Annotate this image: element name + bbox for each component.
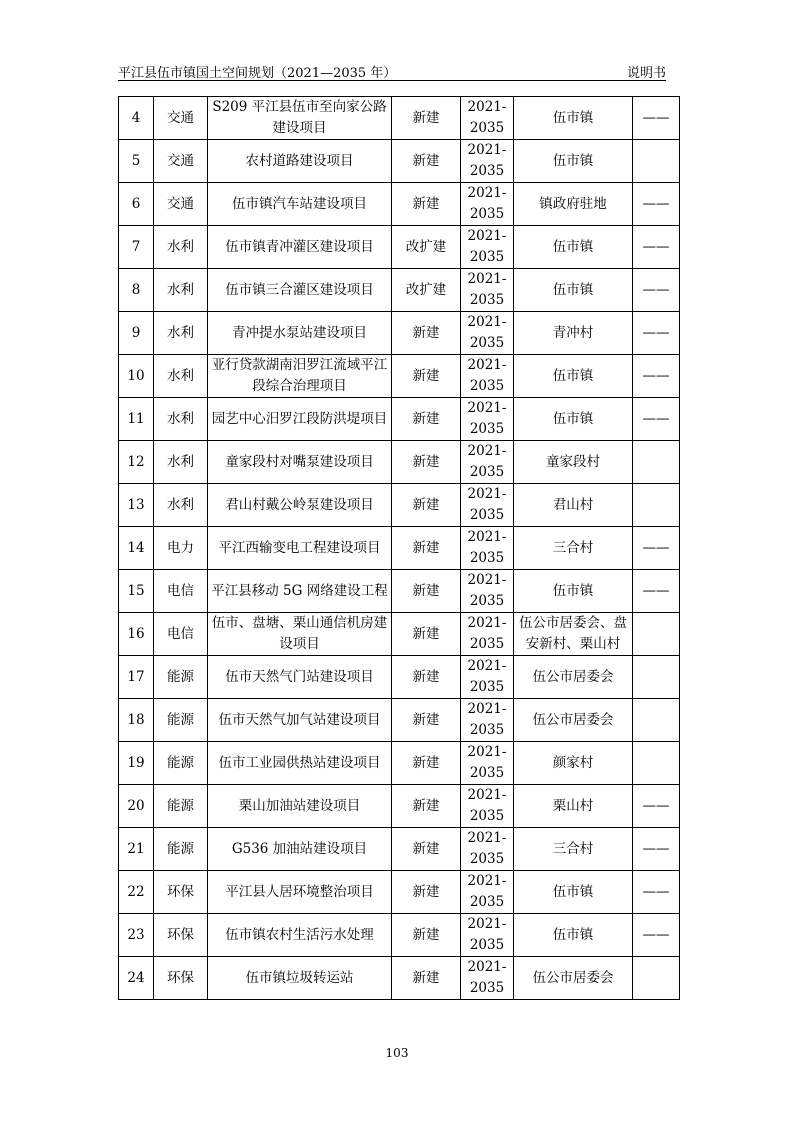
construction-period-cell: 2021-2035 xyxy=(461,871,514,914)
construction-period-cell: 2021-2035 xyxy=(461,183,514,226)
construction-period-cell: 2021-2035 xyxy=(461,527,514,570)
construction-period-cell: 2021-2035 xyxy=(461,97,514,140)
construction-nature-cell: 新建 xyxy=(392,699,461,742)
project-location-cell: 伍市镇 xyxy=(514,140,633,183)
document-type: 说明书 xyxy=(626,66,666,81)
project-location-cell: 伍市镇 xyxy=(514,269,633,312)
project-name-cell: 亚行贷款湖南汨罗江流域平江段综合治理项目 xyxy=(208,355,392,398)
table-row xyxy=(119,699,680,742)
construction-period-cell: 2021-2035 xyxy=(461,785,514,828)
project-location-cell: 伍公市居委会、盘安新村、栗山村 xyxy=(514,613,633,656)
project-name-cell: 伍市镇三合灌区建设项目 xyxy=(208,269,392,312)
construction-nature-cell: 新建 xyxy=(392,398,461,441)
project-location-cell: 伍市镇 xyxy=(514,871,633,914)
project-type-cell: 能源 xyxy=(154,785,208,828)
table-row xyxy=(119,914,680,957)
project-name-cell: 伍市天然气门站建设项目 xyxy=(208,656,392,699)
row-number-cell: 16 xyxy=(119,613,154,656)
project-name-cell: 平江县移动 5G 网络建设工程 xyxy=(208,570,392,613)
remark-cell: —— xyxy=(633,871,680,914)
project-name-cell: 园艺中心汨罗江段防洪堤项目 xyxy=(208,398,392,441)
project-location-cell: 伍市镇 xyxy=(514,398,633,441)
construction-nature-cell: 新建 xyxy=(392,183,461,226)
row-number-cell: 11 xyxy=(119,398,154,441)
construction-period-cell: 2021-2035 xyxy=(461,269,514,312)
remark-cell xyxy=(633,484,680,527)
construction-period-cell: 2021-2035 xyxy=(461,441,514,484)
project-name-cell: 伍市工业园供热站建设项目 xyxy=(208,742,392,785)
table-row xyxy=(119,484,680,527)
construction-nature-cell: 新建 xyxy=(392,742,461,785)
row-number-cell: 10 xyxy=(119,355,154,398)
project-type-cell: 电信 xyxy=(154,570,208,613)
project-location-cell: 伍市镇 xyxy=(514,355,633,398)
project-type-cell: 环保 xyxy=(154,871,208,914)
construction-nature-cell: 新建 xyxy=(392,312,461,355)
construction-period-cell: 2021-2035 xyxy=(461,312,514,355)
project-type-cell: 电信 xyxy=(154,613,208,656)
table-row xyxy=(119,140,680,183)
remark-cell xyxy=(633,742,680,785)
project-type-cell: 水利 xyxy=(154,398,208,441)
row-number-cell: 21 xyxy=(119,828,154,871)
construction-nature-cell: 新建 xyxy=(392,441,461,484)
table-row xyxy=(119,527,680,570)
project-type-cell: 能源 xyxy=(154,742,208,785)
row-number-cell: 19 xyxy=(119,742,154,785)
table-row xyxy=(119,183,680,226)
remark-cell: —— xyxy=(633,183,680,226)
construction-nature-cell: 新建 xyxy=(392,871,461,914)
row-number-cell: 12 xyxy=(119,441,154,484)
construction-period-cell: 2021-2035 xyxy=(461,484,514,527)
construction-nature-cell: 新建 xyxy=(392,957,461,1000)
construction-period-cell: 2021-2035 xyxy=(461,613,514,656)
remark-cell: —— xyxy=(633,269,680,312)
row-number-cell: 15 xyxy=(119,570,154,613)
project-name-cell: 平江县人居环境整治项目 xyxy=(208,871,392,914)
row-number-cell: 24 xyxy=(119,957,154,1000)
table-row xyxy=(119,828,680,871)
row-number-cell: 18 xyxy=(119,699,154,742)
remark-cell: —— xyxy=(633,312,680,355)
project-location-cell: 镇政府驻地 xyxy=(514,183,633,226)
project-type-cell: 环保 xyxy=(154,957,208,1000)
row-number-cell: 17 xyxy=(119,656,154,699)
construction-period-cell: 2021-2035 xyxy=(461,570,514,613)
construction-nature-cell: 改扩建 xyxy=(392,226,461,269)
construction-period-cell: 2021-2035 xyxy=(461,742,514,785)
construction-period-cell: 2021-2035 xyxy=(461,398,514,441)
project-type-cell: 水利 xyxy=(154,226,208,269)
project-location-cell: 伍市镇 xyxy=(514,570,633,613)
table-row xyxy=(119,269,680,312)
project-type-cell: 水利 xyxy=(154,269,208,312)
project-type-cell: 能源 xyxy=(154,699,208,742)
table-row xyxy=(119,613,680,656)
remark-cell: —— xyxy=(633,355,680,398)
construction-period-cell: 2021-2035 xyxy=(461,226,514,269)
row-number-cell: 6 xyxy=(119,183,154,226)
row-number-cell: 8 xyxy=(119,269,154,312)
construction-nature-cell: 新建 xyxy=(392,97,461,140)
project-name-cell: 伍市镇汽车站建设项目 xyxy=(208,183,392,226)
project-rows xyxy=(119,97,680,1000)
table-row xyxy=(119,226,680,269)
project-location-cell: 君山村 xyxy=(514,484,633,527)
project-name-cell: 伍市镇青冲灌区建设项目 xyxy=(208,226,392,269)
row-number-cell: 23 xyxy=(119,914,154,957)
construction-period-cell: 2021-2035 xyxy=(461,140,514,183)
row-number-cell: 4 xyxy=(119,97,154,140)
construction-period-cell: 2021-2035 xyxy=(461,914,514,957)
project-name-cell: 君山村戴公岭泵建设项目 xyxy=(208,484,392,527)
remark-cell: —— xyxy=(633,398,680,441)
project-type-cell: 交通 xyxy=(154,97,208,140)
project-name-cell: G536 加油站建设项目 xyxy=(208,828,392,871)
remark-cell xyxy=(633,957,680,1000)
table-row xyxy=(119,355,680,398)
project-name-cell: 栗山加油站建设项目 xyxy=(208,785,392,828)
construction-period-cell: 2021-2035 xyxy=(461,656,514,699)
construction-period-cell: 2021-2035 xyxy=(461,828,514,871)
construction-nature-cell: 改扩建 xyxy=(392,269,461,312)
construction-nature-cell: 新建 xyxy=(392,613,461,656)
remark-cell: —— xyxy=(633,785,680,828)
project-name-cell: 平江西输变电工程建设项目 xyxy=(208,527,392,570)
row-number-cell: 20 xyxy=(119,785,154,828)
project-location-cell: 颜家村 xyxy=(514,742,633,785)
project-type-cell: 能源 xyxy=(154,656,208,699)
project-table xyxy=(118,96,680,1000)
row-number-cell: 7 xyxy=(119,226,154,269)
table-row xyxy=(119,312,680,355)
project-type-cell: 水利 xyxy=(154,441,208,484)
remark-cell xyxy=(633,140,680,183)
construction-nature-cell: 新建 xyxy=(392,785,461,828)
project-location-cell: 伍市镇 xyxy=(514,97,633,140)
table-row xyxy=(119,785,680,828)
remark-cell: —— xyxy=(633,570,680,613)
remark-cell xyxy=(633,656,680,699)
construction-nature-cell: 新建 xyxy=(392,355,461,398)
remark-cell xyxy=(633,613,680,656)
remark-cell: —— xyxy=(633,97,680,140)
row-number-cell: 22 xyxy=(119,871,154,914)
project-type-cell: 水利 xyxy=(154,355,208,398)
row-number-cell: 9 xyxy=(119,312,154,355)
remark-cell: —— xyxy=(633,527,680,570)
row-number-cell: 14 xyxy=(119,527,154,570)
construction-nature-cell: 新建 xyxy=(392,570,461,613)
row-number-cell: 5 xyxy=(119,140,154,183)
project-name-cell: 伍市、盘塘、栗山通信机房建设项目 xyxy=(208,613,392,656)
row-number-cell: 13 xyxy=(119,484,154,527)
construction-nature-cell: 新建 xyxy=(392,656,461,699)
remark-cell: —— xyxy=(633,914,680,957)
document-title: 平江县伍市镇国土空间规划（2021—2035 年） xyxy=(118,66,397,81)
remark-cell: —— xyxy=(633,226,680,269)
table-row xyxy=(119,871,680,914)
project-type-cell: 能源 xyxy=(154,828,208,871)
project-name-cell: 伍市镇垃圾转运站 xyxy=(208,957,392,1000)
project-location-cell: 伍公市居委会 xyxy=(514,699,633,742)
construction-nature-cell: 新建 xyxy=(392,140,461,183)
table-row xyxy=(119,441,680,484)
construction-nature-cell: 新建 xyxy=(392,828,461,871)
project-location-cell: 伍市镇 xyxy=(514,914,633,957)
page-number: 103 xyxy=(385,1046,409,1060)
project-location-cell: 伍公市居委会 xyxy=(514,957,633,1000)
project-location-cell: 伍公市居委会 xyxy=(514,656,633,699)
project-location-cell: 栗山村 xyxy=(514,785,633,828)
construction-period-cell: 2021-2035 xyxy=(461,957,514,1000)
construction-nature-cell: 新建 xyxy=(392,914,461,957)
project-name-cell: 伍市天然气加气站建设项目 xyxy=(208,699,392,742)
page-header xyxy=(118,62,666,81)
project-type-cell: 交通 xyxy=(154,183,208,226)
project-type-cell: 水利 xyxy=(154,312,208,355)
construction-nature-cell: 新建 xyxy=(392,484,461,527)
project-type-cell: 环保 xyxy=(154,914,208,957)
remark-cell xyxy=(633,441,680,484)
construction-nature-cell: 新建 xyxy=(392,527,461,570)
project-type-cell: 电力 xyxy=(154,527,208,570)
project-name-cell: 青冲提水泵站建设项目 xyxy=(208,312,392,355)
construction-period-cell: 2021-2035 xyxy=(461,699,514,742)
table-row xyxy=(119,570,680,613)
project-location-cell: 青冲村 xyxy=(514,312,633,355)
table-row xyxy=(119,742,680,785)
project-name-cell: 童家段村对嘴泵建设项目 xyxy=(208,441,392,484)
project-type-cell: 水利 xyxy=(154,484,208,527)
remark-cell: —— xyxy=(633,828,680,871)
project-location-cell: 童家段村 xyxy=(514,441,633,484)
project-name-cell: S209 平江县伍市至向家公路建设项目 xyxy=(208,97,392,140)
table-row xyxy=(119,97,680,140)
project-location-cell: 三合村 xyxy=(514,527,633,570)
project-type-cell: 交通 xyxy=(154,140,208,183)
project-location-cell: 伍市镇 xyxy=(514,226,633,269)
construction-period-cell: 2021-2035 xyxy=(461,355,514,398)
remark-cell xyxy=(633,699,680,742)
project-location-cell: 三合村 xyxy=(514,828,633,871)
table-row xyxy=(119,957,680,1000)
table-row xyxy=(119,656,680,699)
project-name-cell: 伍市镇农村生活污水处理 xyxy=(208,914,392,957)
project-name-cell: 农村道路建设项目 xyxy=(208,140,392,183)
table-row xyxy=(119,398,680,441)
